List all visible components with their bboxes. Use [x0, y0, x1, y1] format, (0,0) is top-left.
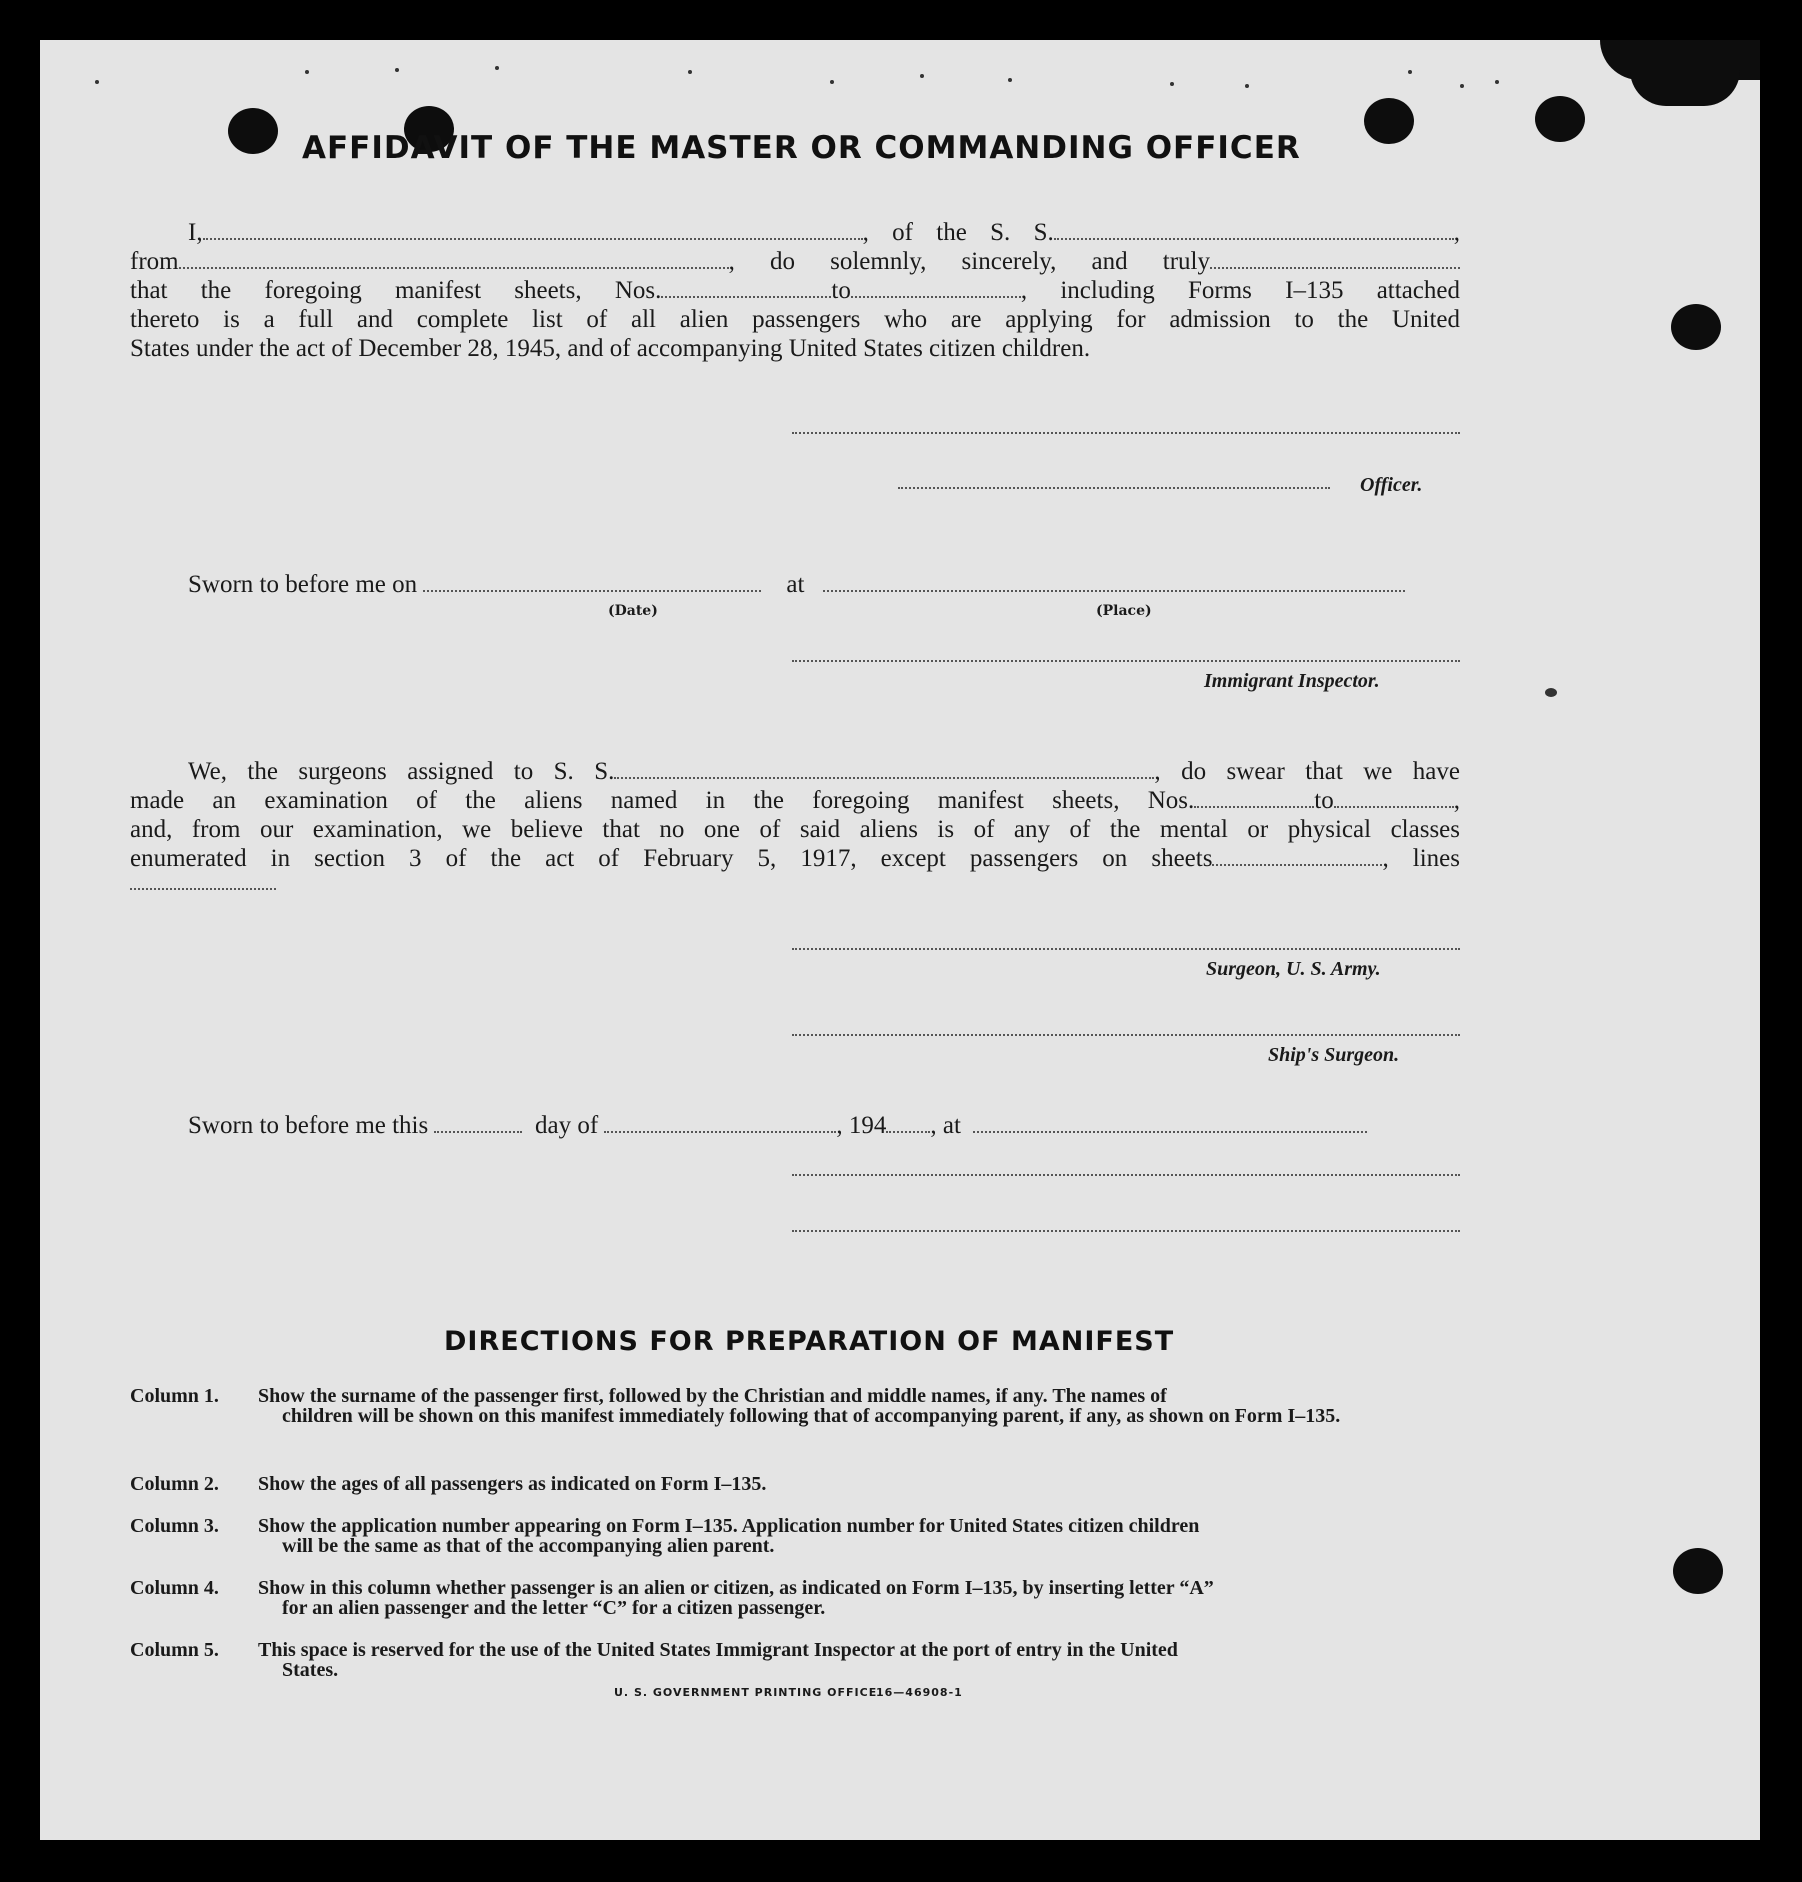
date-caption: (Date)	[608, 603, 658, 619]
affidavit-line-5: States under the act of December 28, 1945, and of accompanying United States citizen children.	[130, 335, 1091, 362]
direction-text-cont: States.	[282, 1659, 339, 1681]
surgeons-ship-field[interactable]	[614, 757, 1154, 779]
directions-title: DIRECTIONS FOR PREPARATION OF MANIFEST	[444, 1326, 1175, 1357]
swear-field[interactable]	[1210, 247, 1460, 269]
affidavit-title: AFFIDAVIT OF THE MASTER OR COMMANDING OFFICER	[302, 130, 1301, 166]
column-label: Column 5.	[130, 1639, 219, 1661]
sworn-place-field[interactable]	[823, 570, 1405, 592]
sworn-day-field[interactable]	[434, 1111, 522, 1133]
officer-signature-line[interactable]	[792, 432, 1460, 434]
affidavit-line-2: from , do solemnly, sincerely, and truly	[130, 247, 1460, 276]
direction-text: This space is reserved for the use of the United States Immigrant Inspector at the port of entry in the United	[258, 1639, 1178, 1661]
surgeons-line-3: and, from our examination, we believe that no one of said aliens is of any of the mental or physical classes	[130, 816, 1460, 843]
punch-hole	[228, 108, 278, 154]
punch-hole	[1535, 96, 1585, 142]
affidavit-line-4: thereto is a full and complete list of all alien passengers who are applying for admission to the United	[130, 306, 1460, 333]
surgeons-line-2: made an examination of the aliens named in the foregoing manifest sheets, Nos. to ,	[130, 787, 1460, 814]
column-label: Column 4.	[130, 1577, 219, 1599]
official-signature-line[interactable]	[792, 1174, 1460, 1176]
direction-text: Show the surname of the passenger first, followed by the Christian and middle names, if any. The names of	[258, 1385, 1167, 1407]
except-lines-field[interactable]	[130, 888, 276, 890]
direction-text-cont: for an alien passenger and the letter “C” for a citizen passenger.	[282, 1597, 826, 1619]
ship-name-field[interactable]	[1054, 218, 1454, 240]
form-code: 16—46908-1	[876, 1686, 963, 1699]
except-sheets-field[interactable]	[1212, 844, 1382, 866]
ship-surgeon-label: Ship's Surgeon.	[1268, 1044, 1400, 1066]
ship-surgeon-signature-line[interactable]	[792, 1034, 1460, 1036]
affidavit-line-1: I, , of the S. S. ,	[188, 219, 1460, 246]
inspector-signature-line[interactable]	[792, 660, 1460, 662]
direction-text: Show the ages of all passengers as indicated on Form I–135.	[258, 1473, 767, 1495]
sworn-month-field[interactable]	[604, 1111, 836, 1133]
direction-text: Show the application number appearing on Form I–135. Application number for United States citizen children	[258, 1515, 1200, 1537]
affidavit-line-3: that the foregoing manifest sheets, Nos. to , including Forms I–135 attached	[130, 277, 1460, 304]
punch-hole	[1364, 98, 1414, 144]
torn-corner	[1630, 70, 1740, 106]
column-label: Column 2.	[130, 1473, 219, 1495]
sheets-from-field[interactable]	[661, 276, 831, 298]
surgeons-sheets-from-field[interactable]	[1194, 786, 1314, 808]
column-label: Column 1.	[130, 1385, 219, 1407]
army-surgeon-label: Surgeon, U. S. Army.	[1206, 958, 1381, 980]
direction-text-cont: will be the same as that of the accompanying alien parent.	[282, 1535, 775, 1557]
column-label: Column 3.	[130, 1515, 219, 1537]
surgeons-sheets-to-field[interactable]	[1334, 786, 1454, 808]
sworn2-place-field[interactable]	[973, 1111, 1367, 1133]
sworn-date-field[interactable]	[423, 570, 761, 592]
printer-imprint: U. S. GOVERNMENT PRINTING OFFICE	[614, 1686, 878, 1699]
officer-title-line[interactable]	[898, 487, 1330, 489]
army-surgeon-signature-line[interactable]	[792, 948, 1460, 950]
punch-hole	[1673, 1548, 1723, 1594]
surgeons-line-1: We, the surgeons assigned to S. S. , do swear that we have	[188, 758, 1460, 785]
port-from-field[interactable]	[179, 247, 729, 269]
direction-text: Show in this column whether passenger is an alien or citizen, as indicated on Form I–135, by inserting letter “A”	[258, 1577, 1214, 1599]
form-page	[40, 40, 1760, 1840]
place-caption: (Place)	[1096, 603, 1152, 619]
direction-text-cont: children will be shown on this manifest immediately following that of accompanying parent, if any, as shown on Form I–135.	[282, 1405, 1341, 1427]
sheets-to-field[interactable]	[851, 276, 1021, 298]
master-name-field[interactable]	[203, 218, 863, 240]
punch-hole	[1671, 304, 1721, 350]
sworn-year-field[interactable]	[886, 1111, 930, 1133]
sworn-day-line: Sworn to before me this day of , 194 , at	[188, 1111, 1367, 1140]
inspector-label: Immigrant Inspector.	[1204, 670, 1380, 692]
surgeons-line-4: enumerated in section 3 of the act of February 5, 1917, except passengers on sheets , lines	[130, 845, 1460, 872]
officer-label: Officer.	[1360, 474, 1423, 496]
official-title-line[interactable]	[792, 1230, 1460, 1232]
sworn-date-line: Sworn to before me on at	[188, 570, 1405, 599]
